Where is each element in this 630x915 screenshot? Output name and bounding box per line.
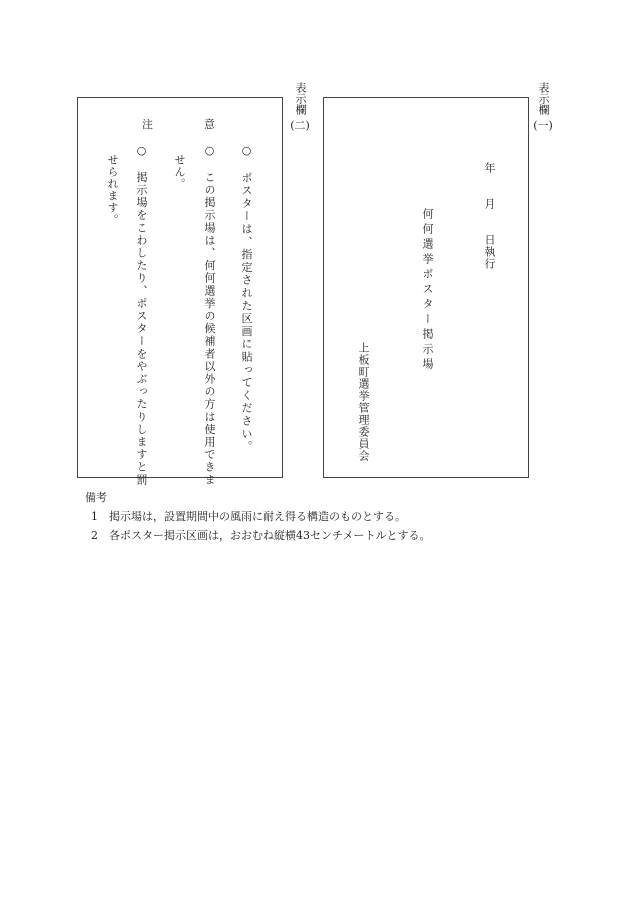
remarks-item-number: 2 (91, 529, 98, 542)
date-day: 日執行 (483, 234, 496, 270)
notice-heading-1: 注 (142, 118, 154, 131)
panel-label-1 (532, 82, 554, 133)
label-paren: (一) (533, 119, 553, 132)
remarks-item (85, 507, 431, 526)
remarks-item-text: 掲示場は，設置期間中の風雨に耐え得る構造のものとする。 (109, 510, 406, 523)
poster-site-title: 何何選挙ポスター掲示場 (421, 208, 434, 373)
notice-item-3a: ○ 掲示場をこわしたり、ポスターをやぶったりしますと罰 (135, 144, 148, 487)
date-year: 年 (483, 162, 496, 174)
remarks-item (85, 526, 431, 545)
notice-item-1: ○ ポスターは、指定された区画に貼ってください。 (240, 144, 253, 454)
panel-label-2 (289, 82, 311, 133)
label-text: 表示欄 (537, 82, 550, 115)
notice-item-2b: せん。 (173, 154, 186, 190)
remarks-title: 備考 (85, 491, 107, 504)
notice-item-2a: ○ この掲示場は、何何選挙の候補者以外の方は使用できま (203, 144, 216, 487)
notice-item-3b: せられます。 (106, 154, 119, 226)
remarks-item-text: 各ポスター掲示区画は，おおむね縦横43センチメートルとする。 (109, 529, 431, 542)
label-text: 表示欄 (294, 82, 307, 115)
issuer-name: 上板町選挙管理委員会 (357, 342, 370, 462)
date-month: 月 (483, 198, 496, 210)
notice-heading-2: 意 (204, 118, 216, 131)
remarks-item-number: 1 (91, 510, 98, 523)
label-paren: (二) (290, 119, 310, 132)
remarks (85, 488, 431, 545)
